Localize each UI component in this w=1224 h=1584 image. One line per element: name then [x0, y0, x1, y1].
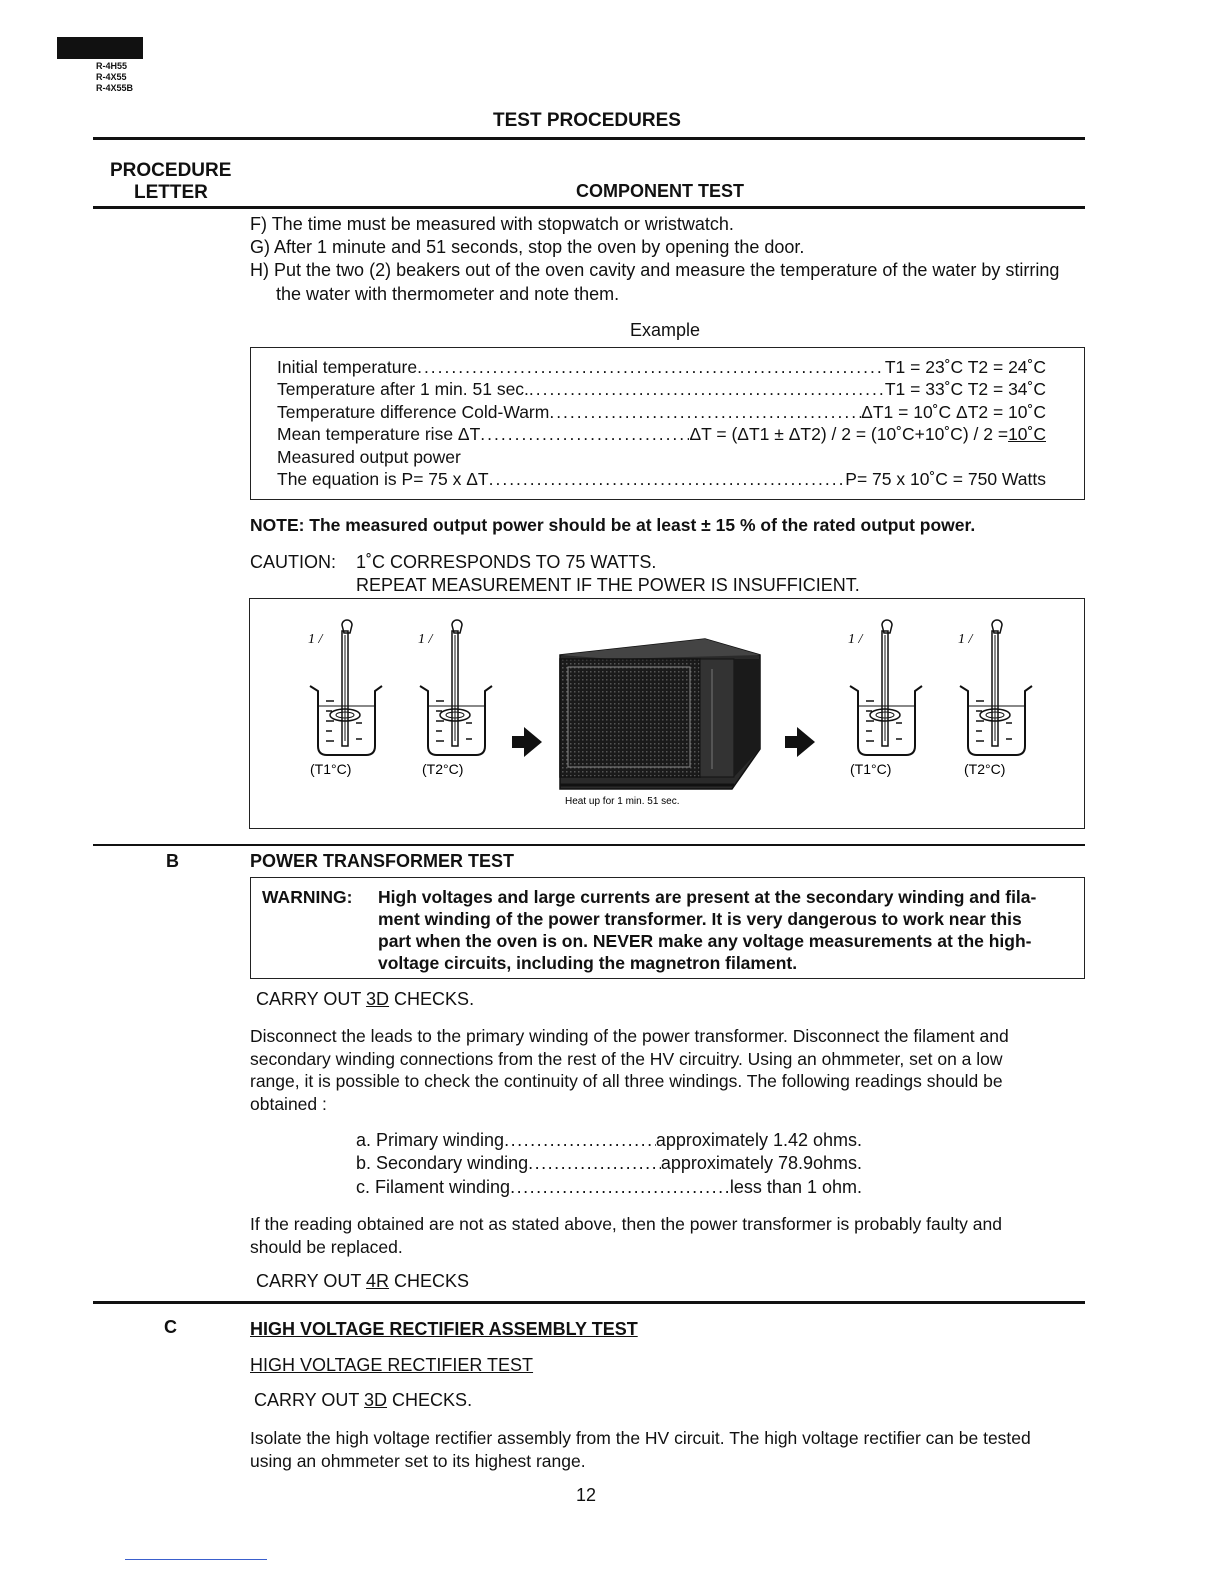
footer-link-rule: [125, 1559, 267, 1560]
example-row-value-underlined: 10˚C: [1008, 424, 1046, 444]
section-c-subtitle: HIGH VOLTAGE RECTIFIER TEST: [250, 1355, 534, 1375]
step-h: [250, 259, 1059, 281]
step-h-letter: H): [250, 260, 269, 280]
winding-label: b. Secondary winding: [356, 1153, 529, 1173]
carry-out-code: 3D: [366, 989, 390, 1009]
example-row-value: T1 = 23˚C T2 = 24˚C: [884, 357, 1046, 377]
procedure-heading-line2: LETTER: [134, 182, 208, 203]
carry-out-text-end: CHECKS.: [387, 1390, 473, 1410]
example-row-label: Initial temperature: [277, 357, 418, 377]
arrow-right-icon: [512, 727, 542, 757]
page-number: 12: [576, 1485, 597, 1505]
winding-label: c. Filament winding: [356, 1177, 511, 1197]
warning-box: [250, 877, 1085, 979]
procedure-heading-line1: PROCEDURE: [110, 160, 232, 181]
paragraph-line: obtained :: [250, 1093, 327, 1114]
arrow-right-icon: [785, 727, 815, 757]
section-c-letter: C: [164, 1317, 177, 1337]
beaker-icon-1: [308, 620, 382, 755]
step-g-text: After 1 minute and 51 seconds, stop the oven by opening the door.: [274, 237, 805, 257]
section-b-rule: [93, 844, 1085, 846]
example-box: [250, 347, 1085, 500]
paragraph-line: secondary winding connections from the rest of the HV circuitry. Using an ohmmeter, set on a low: [250, 1048, 1003, 1069]
carry-out-text: CARRY OUT: [254, 1390, 365, 1410]
warning-text: [378, 886, 1075, 974]
example-row-value: ΔT1 = 10˚C ΔT2 = 10˚C: [861, 402, 1046, 422]
section-b-title: POWER TRANSFORMER TEST: [250, 851, 514, 871]
step-h-text: Put the two (2) beakers out of the oven cavity and measure the temperature of the water by stirring: [274, 260, 1060, 280]
example-row-value: P= 75 x 10˚C = 750 Watts: [845, 469, 1046, 489]
example-title: Example: [630, 320, 701, 340]
step-g: [250, 236, 804, 258]
winding-row-secondary: [356, 1152, 862, 1174]
warning-line: part when the oven is on. NEVER make any voltage measurements at the high-: [378, 931, 1032, 951]
warning-line: voltage circuits, including the magnetron filament.: [378, 953, 798, 973]
winding-row-filament: [356, 1176, 862, 1198]
step-g-letter: G): [250, 237, 270, 257]
model-3: R-4X55B: [96, 83, 134, 93]
column-header-rule: [93, 206, 1085, 209]
example-row-value: T1 = 33˚C T2 = 34˚C: [884, 379, 1046, 399]
step-f: [250, 213, 734, 235]
carry-out-3d-b: [256, 988, 474, 1010]
carry-out-code: 3D: [364, 1390, 388, 1410]
paragraph-line: Isolate the high voltage rectifier assembly from the HV circuit. The high voltage rectifier can be tested: [250, 1428, 1031, 1448]
model-2: R-4X55: [96, 72, 127, 82]
section-c-rule: [93, 1301, 1085, 1304]
header-black-mark: [57, 37, 143, 59]
beaker-label-t2-a: (T2°C): [422, 761, 464, 777]
model-list: [96, 61, 133, 94]
step-f-letter: F): [250, 214, 267, 234]
caution-line-2: REPEAT MEASUREMENT IF THE POWER IS INSUFFICIENT.: [356, 575, 860, 595]
example-row-label: Temperature difference Cold-Warm: [277, 402, 550, 422]
beaker-icon-4: [958, 620, 1032, 755]
measurement-illustration: 1 / (T1°C) (T2°C) (T1°C) (T2°C) Heat up for 1 min. 51 sec.: [250, 599, 1084, 828]
paragraph-line: using an ohmmeter set to its highest range.: [250, 1450, 586, 1471]
example-row-equation: [277, 468, 1046, 490]
section-b-letter: B: [166, 851, 179, 871]
header-rule: [93, 137, 1085, 140]
transformer-paragraph: [250, 1025, 1084, 1115]
caution-label: CAUTION:: [250, 552, 337, 572]
winding-value: approximately 1.42 ohms.: [655, 1130, 862, 1150]
beaker-label-t1-b: (T1°C): [850, 761, 892, 777]
example-row-measured: [277, 446, 1046, 468]
step-f-text: The time must be measured with stopwatch or wristwatch.: [271, 214, 734, 234]
beaker-icon-3: [848, 620, 922, 755]
paragraph-line: should be replaced.: [250, 1236, 403, 1257]
caution-line-1: 1˚C CORRESPONDS TO 75 WATTS.: [356, 552, 657, 572]
figure-caption: Heat up for 1 min. 51 sec.: [565, 796, 680, 807]
figure-box: [249, 598, 1085, 829]
winding-value: less than 1 ohm.: [729, 1177, 862, 1197]
carry-out-text: CARRY OUT: [256, 989, 367, 1009]
example-row-difference: [277, 401, 1046, 423]
carry-out-text-end: CHECKS.: [389, 989, 475, 1009]
paragraph-line: range, it is possible to check the continuity of all three windings. The following readings should be: [250, 1071, 1003, 1091]
microwave-oven-icon: [560, 639, 760, 789]
warning-line: High voltages and large currents are present at the secondary winding and fila-: [378, 887, 1037, 907]
carry-out-4r: [256, 1270, 469, 1292]
carry-out-text-end: CHECKS: [389, 1271, 470, 1291]
procedure-letter-heading: [110, 160, 231, 204]
note-text: NOTE: The measured output power should be at least ± 15 % of the rated output power.: [250, 515, 976, 535]
example-row-label: Mean temperature rise ΔT: [277, 424, 481, 444]
example-row-after: [277, 378, 1046, 400]
winding-value: approximately 78.9ohms.: [660, 1153, 862, 1173]
carry-out-3d-c: [254, 1389, 472, 1411]
model-1: R-4H55: [96, 61, 128, 71]
beaker-label-t1-a: (T1°C): [310, 761, 352, 777]
winding-label: a. Primary winding: [356, 1130, 505, 1150]
component-test-heading: COMPONENT TEST: [576, 181, 745, 201]
example-row-initial: [277, 356, 1046, 378]
example-row-label: The equation is P= 75 x ΔT: [277, 469, 489, 489]
paragraph-line: If the reading obtained are not as stated above, then the power transformer is probably faulty and: [250, 1214, 1002, 1234]
section-c-title: HIGH VOLTAGE RECTIFIER ASSEMBLY TEST: [250, 1319, 638, 1339]
example-row-label: Temperature after 1 min. 51 sec.: [277, 379, 529, 399]
example-row-value: ΔT = (ΔT1 ± ΔT2) / 2 = (10˚C+10˚C) / 2 =: [689, 424, 1009, 444]
carry-out-code: 4R: [366, 1271, 390, 1291]
rectifier-paragraph: [250, 1427, 1084, 1472]
step-h-continuation: the water with thermometer and note them.: [276, 284, 620, 304]
warning-line: ment winding of the power transformer. It is very dangerous to work near this: [378, 909, 1022, 929]
page-title: TEST PROCEDURES: [493, 110, 681, 131]
beaker-icon-2: [418, 620, 492, 755]
carry-out-text: CARRY OUT: [256, 1271, 367, 1291]
example-row-mean: [277, 423, 1046, 445]
example-row-label: Measured output power: [277, 447, 461, 467]
winding-row-primary: [356, 1129, 862, 1151]
paragraph-line: Disconnect the leads to the primary winding of the power transformer. Disconnect the filament and: [250, 1026, 1009, 1046]
faulty-paragraph: [250, 1213, 1084, 1258]
beaker-label-t2-b: (T2°C): [964, 761, 1006, 777]
warning-label: WARNING:: [262, 887, 353, 907]
